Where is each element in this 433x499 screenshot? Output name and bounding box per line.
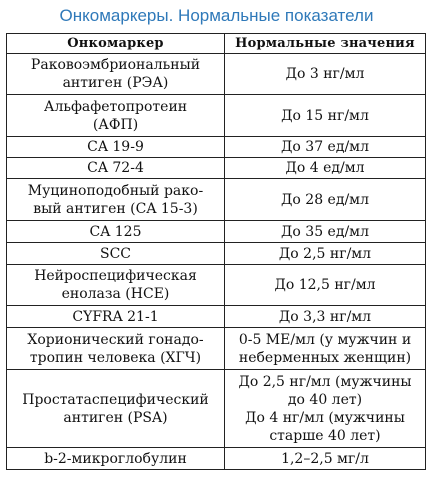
table-row xyxy=(7,370,426,448)
normal-value: 0-5 МЕ/мл (у мужчин и неберменных женщин) xyxy=(225,328,426,370)
table-header-row xyxy=(7,34,426,54)
marker-name: CA 19-9 xyxy=(7,137,225,158)
marker-name: Простатаспецифический антиген (PSA) xyxy=(7,370,225,448)
normal-value: 1,2–2,5 мг/л xyxy=(225,448,426,470)
normal-value: До 2,5 нг/мл xyxy=(225,243,426,265)
marker-name: CYFRA 21-1 xyxy=(7,306,225,328)
marker-name: CA 72-4 xyxy=(7,158,225,179)
table-row xyxy=(7,158,426,179)
column-header-normal-values: Нормальные значения xyxy=(225,34,426,54)
table-row xyxy=(7,306,426,328)
column-header-marker: Онкомаркер xyxy=(7,34,225,54)
normal-value: До 37 ед/мл xyxy=(225,137,426,158)
tumor-markers-table xyxy=(6,33,426,470)
table-row xyxy=(7,221,426,243)
marker-name: Муциноподобный рако- вый антиген (CA 15-3) xyxy=(7,179,225,221)
normal-value: До 2,5 нг/мл (мужчины до 40 лет) До 4 нг/мл (мужчины старше 40 лет) xyxy=(225,370,426,448)
table-row xyxy=(7,328,426,370)
marker-name: Хорионический гонадо- тропин человека (ХГЧ) xyxy=(7,328,225,370)
marker-name: Раковоэмбриональный антиген (РЭА) xyxy=(7,54,225,95)
marker-name: SCC xyxy=(7,243,225,265)
marker-name: Нейроспецифическая енолаза (НСЕ) xyxy=(7,265,225,306)
table-row xyxy=(7,179,426,221)
normal-value: До 12,5 нг/мл xyxy=(225,265,426,306)
normal-value: До 3,3 нг/мл xyxy=(225,306,426,328)
normal-value: До 15 нг/мл xyxy=(225,95,426,137)
table-row xyxy=(7,95,426,137)
normal-value: До 28 ед/мл xyxy=(225,179,426,221)
table-row xyxy=(7,54,426,95)
normal-value: До 3 нг/мл xyxy=(225,54,426,95)
table-row xyxy=(7,137,426,158)
normal-value: До 35 ед/мл xyxy=(225,221,426,243)
marker-name: CA 125 xyxy=(7,221,225,243)
marker-name: Альфафетопротеин (АФП) xyxy=(7,95,225,137)
normal-value: До 4 ед/мл xyxy=(225,158,426,179)
page-title: Онкомаркеры. Нормальные показатели xyxy=(59,6,374,25)
table-row xyxy=(7,243,426,265)
table-row xyxy=(7,448,426,470)
marker-name: b-2-микроглобулин xyxy=(7,448,225,470)
table-row xyxy=(7,265,426,306)
